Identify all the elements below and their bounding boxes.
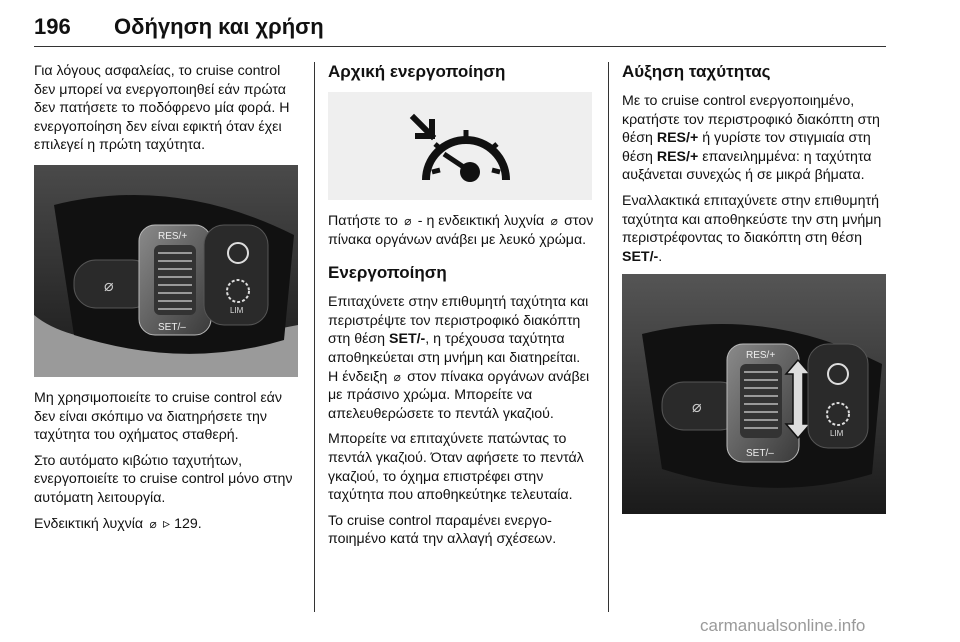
chapter-title: Οδήγηση και χρήση — [114, 14, 324, 39]
paragraph: Στο αυτόματο κιβώτιο ταχυτήτων, ενεργοποιείτε το cruise control μόνο στην αυτόματη λειτουργία. — [34, 452, 293, 506]
section-heading: Ενεργοποίηση — [328, 263, 447, 283]
cruise-control-icon: ⌀ — [393, 369, 401, 384]
set-label: SET/– — [746, 448, 774, 460]
cruise-control-icon: ⌀ — [404, 214, 412, 228]
steering-controls-image — [622, 274, 886, 514]
svg-text:⌀: ⌀ — [104, 275, 114, 295]
page-header — [34, 6, 884, 46]
paragraph: Για λόγους ασφαλείας, το cruise control δεν μπορεί να ενεργοποιηθεί εάν πρώτα δεν πατήσετε το ποδόφρενο μία φορά. Η ενεργοποίηση δεν είναι εφικτή όταν έχει επιλεγεί η πρώτη ταχύτητα. — [34, 63, 290, 154]
paragraph: Μπορείτε να επιταχύνετε πατώντας το πεντάλ γκαζιού. Όταν αφήσετε το πεντάλ γκαζιού, το όχημα επιστρέφει στην ταχύτητα που αποθηκεύτηκε τελευταία. — [328, 431, 584, 504]
header-rule — [34, 46, 886, 47]
paragraph: Εναλλακτικά επιταχύνετε στην επιθυμητή ταχύτητα και αποθηκεύστε την στη μνήμη περιστρέφοντας το διακόπτη στη θέση SET/-. — [622, 192, 882, 265]
page-number: 196 — [34, 14, 71, 39]
svg-text:⌀: ⌀ — [692, 397, 702, 417]
section-heading: Αρχική ενεργοποίηση — [328, 62, 506, 81]
steering-wheel-photo — [34, 165, 298, 377]
section-heading: Αύξηση ταχύτητας — [622, 62, 771, 81]
watermark: carmanualsonline.info — [700, 616, 866, 635]
set-label: SET/– — [158, 321, 186, 333]
column-3 — [622, 62, 888, 514]
cruise-control-icon: ⌀ — [550, 214, 558, 228]
paragraph: Ενδεικτική λυχνία ⌀ ▹ 129. — [34, 515, 202, 532]
cruise-control-illustration — [328, 92, 592, 200]
lim-label: LIM — [830, 429, 844, 439]
paragraph: Μη χρησιμοποιείτε το cruise control εάν δεν είναι σκόπιμο να διατηρήσετε την ταχύτητα του οχήματος σταθερή. — [34, 389, 282, 444]
paragraph: Πατήστε το ⌀ - η ενδεικτική λυχνία ⌀ στον πίνακα οργάνων ανάβει με λευκό χρώμα. — [328, 213, 594, 248]
res-label: RES/+ — [746, 350, 776, 362]
paragraph: Με το cruise control ενεργοποιημένο, κρατήστε τον περιστροφικό διακόπτη στη θέση RES/+ ή γυρίστε τον στιγμιαία στη θέση RES/+ επανειλημμένα: η ταχύτητα αυξάνεται συνεχώς ή σε μικρά βήματα. — [622, 93, 880, 184]
column-1 — [34, 62, 300, 540]
cruise-control-icon: ⌀ — [149, 516, 157, 531]
column-divider-2 — [608, 62, 609, 612]
paragraph: Το cruise control παραμένει ενεργοποιημένο κατά την αλλαγή σχέσεων. — [328, 512, 557, 548]
lim-label: LIM — [230, 305, 244, 315]
column-divider-1 — [314, 62, 315, 612]
steering-wheel-photo-arrow — [622, 274, 886, 514]
right-arrow-ref-icon: ▹ — [163, 515, 171, 532]
paragraph: Επιταχύνετε στην επιθυμητή ταχύτητα και περιστρέψτε τον περιστροφικό διακόπτη στη θέση SET/-, η τρέχουσα ταχύτητα αποθηκεύεται στη μνήμη και διατηρείται. Η ένδειξη ⌀ στον πίνακα οργάνων ανάβει με πράσινο χρώμα. Μπορείτε να απελευθερώσετε το πεντάλ γκαζιού. — [328, 294, 590, 422]
res-label: RES/+ — [158, 230, 188, 242]
cruise-control-icon — [328, 92, 592, 200]
steering-controls-image — [34, 165, 298, 377]
column-2 — [328, 62, 594, 556]
